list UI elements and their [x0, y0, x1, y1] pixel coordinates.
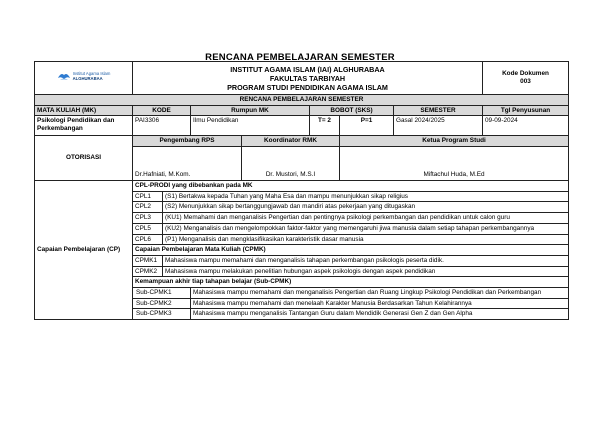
otorisasi-label: OTORISASI	[35, 136, 133, 181]
section-title-row	[35, 95, 569, 106]
rps-table	[34, 61, 569, 320]
subcpmk-text: Mahasiswa mampu memahami dan menganalisis Pengertian dan Ruang Lingkup Psikologi Pendidikan dan Perkembangan	[191, 287, 569, 298]
cpmk-text: Mahasiswa mampu melakukan penelitian hubungan aspek psikologis dengan aspek pendidikan	[163, 266, 569, 277]
cpl-text: (S1) Bertakwa kepada Tuhan yang Maha Esa dan mampu menunjukkan sikap religius	[163, 191, 569, 202]
doc-code-cell	[483, 62, 569, 95]
role-ketua-prodi: Ketua Program Studi	[340, 136, 569, 147]
doc-code-value: 003	[520, 78, 531, 85]
doc-code-label: Kode Dokumen	[502, 70, 549, 78]
course-header-row	[35, 105, 569, 116]
institution-header-row	[35, 62, 569, 95]
col-rumpun: Rumpun MK	[191, 105, 310, 116]
logo-line-1: Institut Agama Islam	[72, 71, 111, 77]
subcpmk-code: Sub-CPMK3	[133, 309, 191, 320]
course-code: PAI3306	[133, 116, 191, 136]
program-name: PROGRAM STUDI PENDIDIKAN AGAMA ISLAM	[227, 82, 388, 92]
cpl-text: (KU1) Memahami dan menganalisis Pengertian dan pentingnya psikologi perkembangan dan pendidikan untuk calon guru	[163, 213, 569, 224]
cpl-code: CPL6	[133, 234, 163, 245]
subcpmk-text: Mahasiswa mampu memahami dan menelaah Karakter Manusia Berdasarkan Tahun Kelahirannya	[191, 298, 569, 309]
course-semester: Gasal 2024/2025	[394, 116, 483, 136]
col-mata-kuliah: MATA KULIAH (MK)	[35, 105, 133, 116]
course-name: Psikologi Pendidikan dan Perkembangan	[35, 116, 133, 136]
logo-line-2: ALGHURABAA	[72, 75, 103, 81]
name-pengembang-rps: Dr.Hafniati, M.Kom.	[133, 147, 242, 181]
subcpmk-heading: Kemampuan akhir tiap tahapan belajar (Sub-CPMK)	[133, 277, 569, 288]
cpl-code: CPL2	[133, 202, 163, 213]
institution-name: INSTITUT AGAMA ISLAM (IAI) ALGHURABAA	[230, 64, 385, 74]
otorisasi-roles-row	[35, 136, 569, 147]
cpl-code: CPL5	[133, 223, 163, 234]
section-title: RENCANA PEMBELAJARAN SEMESTER	[35, 95, 569, 106]
cpmk-code: CPMK1	[133, 255, 163, 266]
cpl-text: (P1) Menganalisis dan mengklasifikasikan karakteristik dasar manusia	[163, 234, 569, 245]
logo-cell	[35, 62, 133, 95]
subcpmk-code: Sub-CPMK2	[133, 298, 191, 309]
institution-emblem-icon	[57, 71, 71, 83]
col-kode: KODE	[133, 105, 191, 116]
col-semester: SEMESTER	[394, 105, 483, 116]
cpl-code: CPL1	[133, 191, 163, 202]
course-bobot-p: P=1	[340, 116, 394, 136]
cpl-heading: CPL-PRODI yang dibebankan pada MK	[133, 181, 569, 192]
course-rumpun: Ilmu Pendidikan	[191, 116, 310, 136]
cpmk-heading: Capaian Pembelajaran Mata Kuliah (CPMK)	[133, 245, 569, 256]
cpl-heading-row	[35, 181, 569, 192]
cpl-text: (S2) Menunjukkan sikap bertanggungjawab dan mandiri atas pekerjaan yang ditugaskan	[163, 202, 569, 213]
role-koordinator-rmk: Koordinator RMK	[242, 136, 340, 147]
name-ketua-prodi: Miftachul Huda, M.Ed	[340, 147, 569, 181]
cp-label: Capaian Pembelajaran (CP)	[35, 181, 133, 320]
name-koordinator-rmk: Dr. Mustori, M.S.I	[242, 147, 340, 181]
col-tgl-penyusunan: Tgl Penyusunan	[483, 105, 569, 116]
subcpmk-text: Mahasiswa mampu menganalisis Tantangan Guru dalam Mendidik Generasi Gen Z dan Gen Alpha	[191, 309, 569, 320]
course-date: 09-09-2024	[483, 116, 569, 136]
institution-block	[133, 62, 483, 95]
institution-logo	[57, 71, 111, 83]
faculty-name: FAKULTAS TARBIYAH	[269, 73, 346, 83]
col-bobot: BOBOT (SKS)	[310, 105, 394, 116]
subcpmk-code: Sub-CPMK1	[133, 287, 191, 298]
course-values-row	[35, 116, 569, 136]
cpl-text: (KU2) Menganalisis dan mengelompokkan faktor-faktor yang memengaruhi jiwa manusia dalam setiap tahapan perkembangannya	[163, 223, 569, 234]
document-title: RENCANA PEMBELAJARAN SEMESTER	[205, 52, 395, 63]
cpmk-text: Mahasiswa mampu memahami dan menganalisis tahapan perkembangan psikologis peserta didik.	[163, 255, 569, 266]
course-bobot-t: T= 2	[310, 116, 340, 136]
role-pengembang-rps: Pengembang RPS	[133, 136, 242, 147]
cpl-code: CPL3	[133, 213, 163, 224]
cpmk-code: CPMK2	[133, 266, 163, 277]
